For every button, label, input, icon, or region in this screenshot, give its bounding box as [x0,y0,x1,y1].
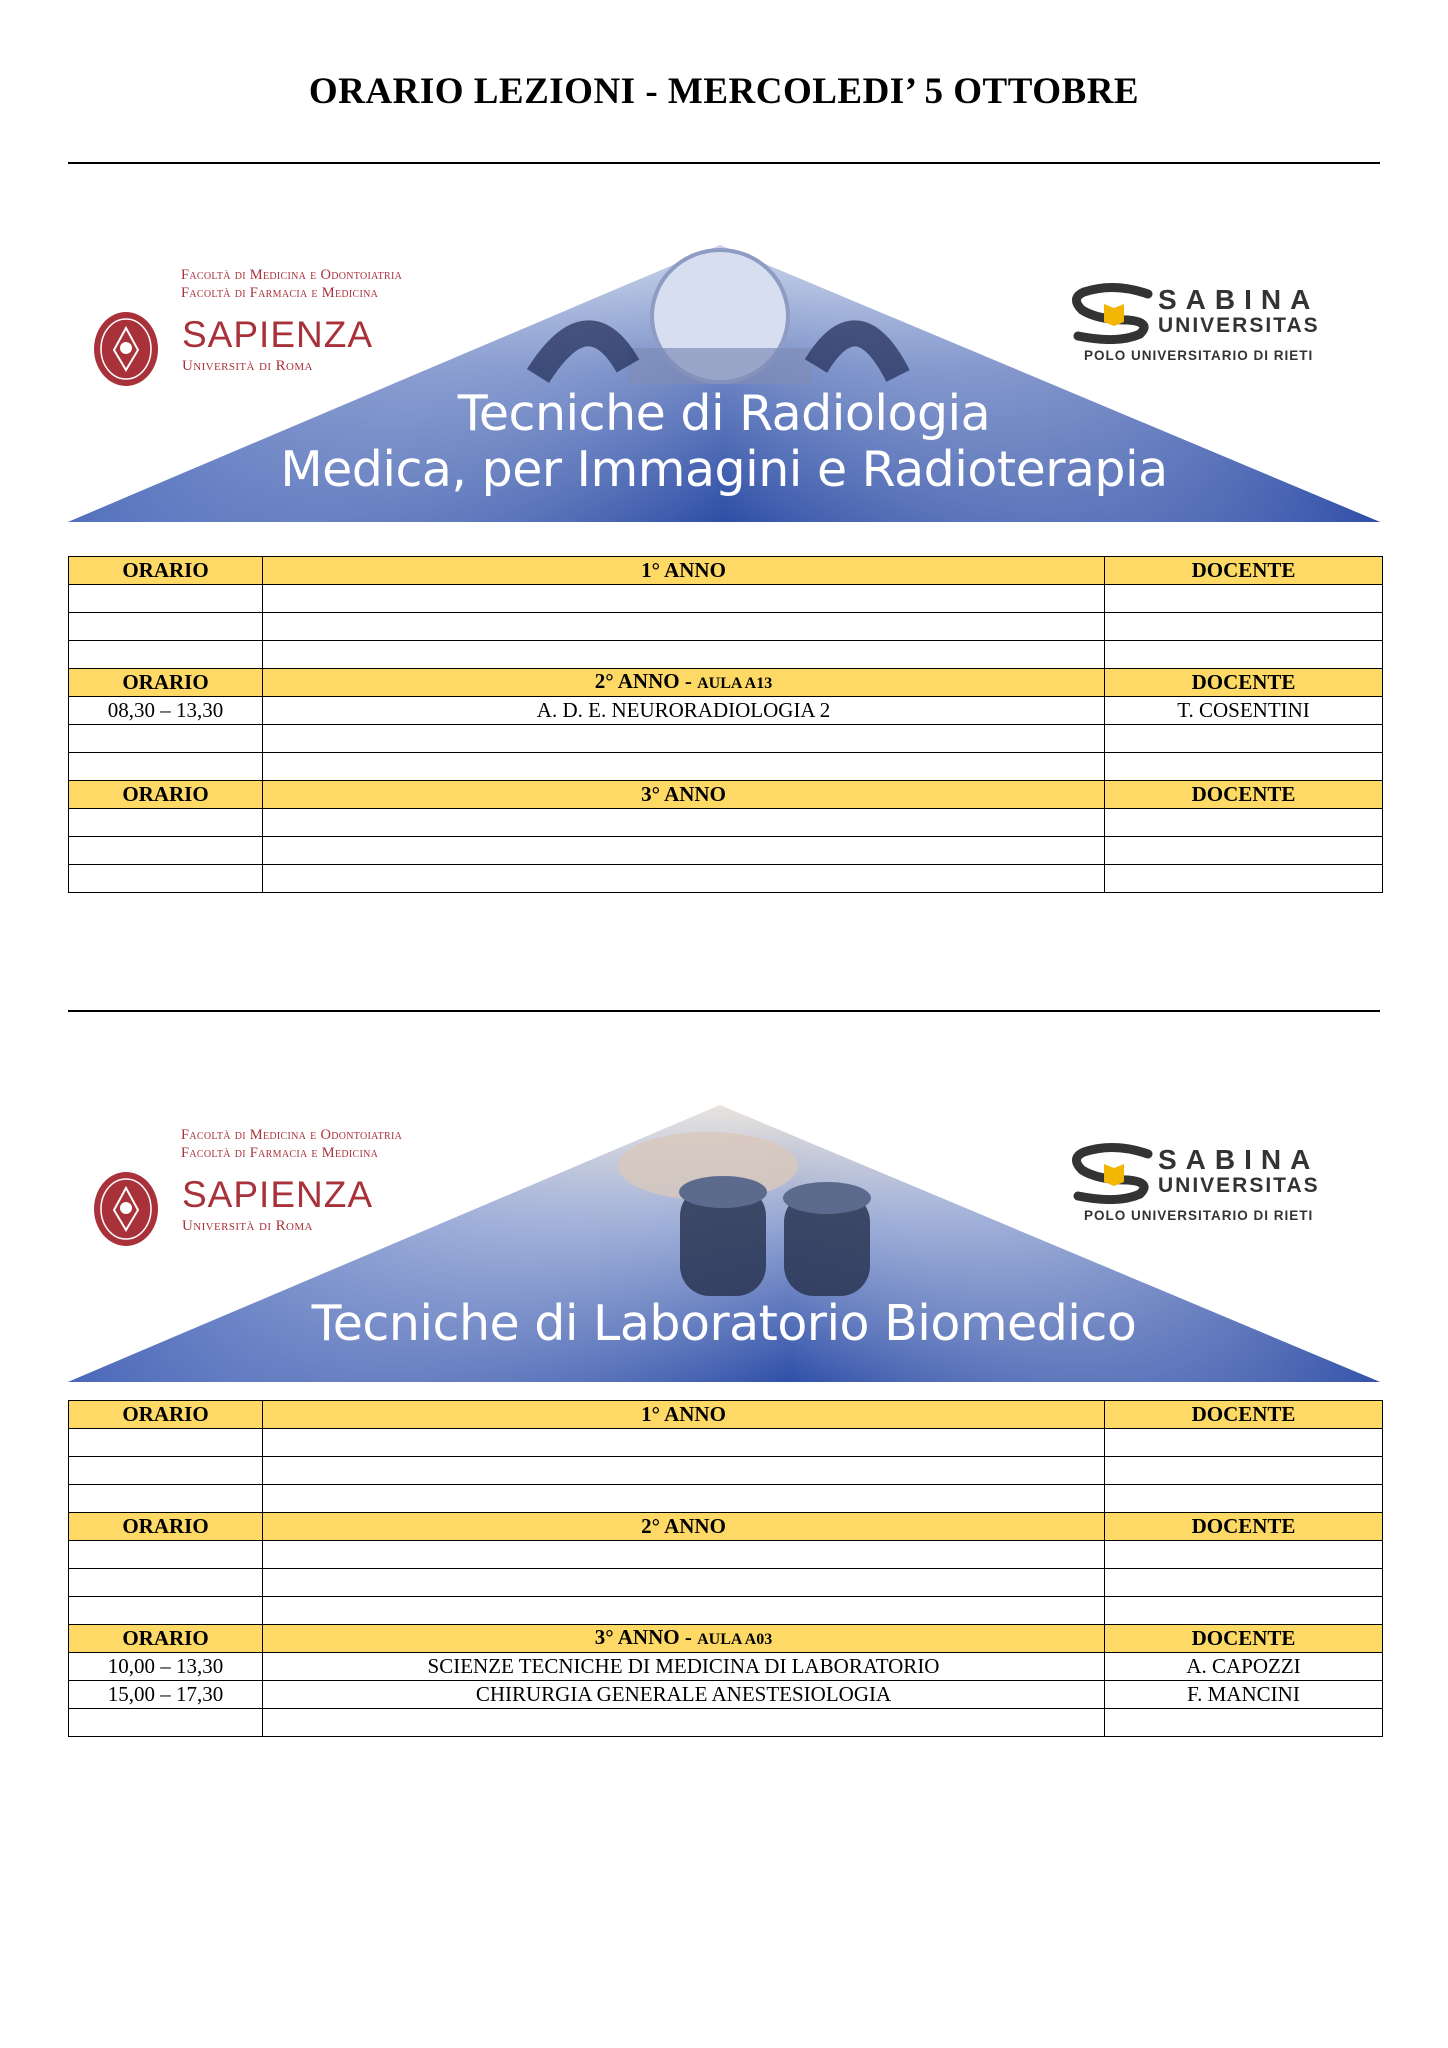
aula-label: AULA A03 [697,1631,773,1648]
table-row [69,1541,1383,1569]
docente-cell [1105,1457,1383,1485]
corso-cell [263,837,1105,865]
docente-cell [1105,1485,1383,1513]
docente-cell [1105,1709,1383,1737]
universitas-logo-text: UNIVERSITAS [1158,1174,1320,1197]
table-header-row [69,669,1383,697]
sabina-logo-icon [1068,1142,1160,1204]
corso-cell [263,585,1105,613]
table-row [69,1653,1383,1681]
sapienza-seal-icon [92,1170,160,1248]
faculty-names [181,266,402,302]
table-header-row [69,557,1383,585]
table-row [69,725,1383,753]
orario-cell [69,1429,263,1457]
orario-header: ORARIO [69,1513,263,1541]
orario-cell [69,1541,263,1569]
docente-cell [1105,809,1383,837]
table-row [69,1485,1383,1513]
orario-header: ORARIO [69,781,263,809]
orario-cell [69,725,263,753]
orario-cell [69,809,263,837]
docente-header: DOCENTE [1105,1513,1383,1541]
docente-header: DOCENTE [1105,1401,1383,1429]
table-row [69,1681,1383,1709]
table-row [69,1597,1383,1625]
table-header-row [69,1513,1383,1541]
table-row [69,809,1383,837]
docente-cell: F. MANCINI [1105,1681,1383,1709]
corso-cell [263,1429,1105,1457]
year-header: 2° ANNO - AULA A13 [263,669,1105,697]
course-title-line-1: Tecniche di Radiologia [457,385,991,442]
table-row [69,837,1383,865]
orario-cell: 10,00 – 13,30 [69,1653,263,1681]
corso-cell [263,753,1105,781]
year-header: 2° ANNO [263,1513,1105,1541]
orario-header: ORARIO [69,557,263,585]
table-row [69,1457,1383,1485]
course-banner-laboratorio [68,1096,1380,1386]
orario-cell [69,753,263,781]
corso-cell [263,865,1105,893]
year-header: 1° ANNO [263,557,1105,585]
sapienza-subtitle: Università di Roma [182,358,313,374]
docente-cell [1105,753,1383,781]
corso-cell: A. D. E. NEURORADIOLOGIA 2 [263,697,1105,725]
orario-cell [69,641,263,669]
orario-cell [69,1485,263,1513]
orario-cell [69,1709,263,1737]
sapienza-logo-text: SAPIENZA [182,1174,373,1215]
year-header: 1° ANNO [263,1401,1105,1429]
corso-cell: SCIENZE TECNICHE DI MEDICINA DI LABORATORIO [263,1653,1105,1681]
docente-cell [1105,1429,1383,1457]
aula-label: AULA A13 [697,675,773,692]
table-row [69,1429,1383,1457]
orario-cell [69,837,263,865]
year-header: 3° ANNO [263,781,1105,809]
course-title-line-1: Tecniche di Laboratorio Biomedico [311,1295,1137,1352]
corso-cell [263,1569,1105,1597]
docente-cell [1105,725,1383,753]
faculty-line-1: Facoltà di Medicina e Odontoiatria [181,267,403,283]
polo-rieti-text: POLO UNIVERSITARIO DI RIETI [1084,348,1314,363]
course-title-radiologia [68,386,1380,498]
docente-cell [1105,1541,1383,1569]
orario-cell [69,613,263,641]
docente-cell [1105,865,1383,893]
course-title-line-2: Medica, per Immagini e Radioterapia [280,441,1168,498]
sabina-logo-icon [1068,282,1160,344]
docente-cell [1105,1569,1383,1597]
polo-rieti-text: POLO UNIVERSITARIO DI RIETI [1084,1208,1314,1223]
table-row [69,613,1383,641]
docente-cell: T. COSENTINI [1105,697,1383,725]
docente-header: DOCENTE [1105,781,1383,809]
year-header: 3° ANNO - AULA A03 [263,1625,1105,1653]
orario-header: ORARIO [69,1401,263,1429]
docente-cell [1105,585,1383,613]
corso-cell [263,641,1105,669]
orario-cell [69,1569,263,1597]
course-title-laboratorio [68,1296,1380,1352]
table-row [69,641,1383,669]
docente-cell [1105,1597,1383,1625]
orario-cell [69,1457,263,1485]
orario-header: ORARIO [69,1625,263,1653]
table-header-row [69,781,1383,809]
corso-cell [263,809,1105,837]
docente-cell: A. CAPOZZI [1105,1653,1383,1681]
docente-header: DOCENTE [1105,557,1383,585]
table-row [69,753,1383,781]
table-row [69,697,1383,725]
sapienza-seal-icon [92,310,160,388]
page-title: ORARIO LEZIONI - MERCOLEDI’ 5 OTTOBRE [308,71,1140,112]
table-row [69,1569,1383,1597]
divider [68,1010,1380,1012]
schedule-table-laboratorio [68,1400,1383,1737]
course-banner-radiologia [68,236,1380,526]
corso-cell [263,1485,1105,1513]
orario-header: ORARIO [69,669,263,697]
docente-header: DOCENTE [1105,669,1383,697]
docente-header: DOCENTE [1105,1625,1383,1653]
sapienza-subtitle: Università di Roma [182,1218,313,1234]
corso-cell [263,1457,1105,1485]
table-header-row [69,1401,1383,1429]
sabina-logo-text: SABINA [1158,1144,1320,1175]
corso-cell [263,1541,1105,1569]
corso-cell [263,1709,1105,1737]
orario-cell: 08,30 – 13,30 [69,697,263,725]
sabina-logo-text: SABINA [1158,284,1320,315]
docente-cell [1105,837,1383,865]
corso-cell: CHIRURGIA GENERALE ANESTESIOLOGIA [263,1681,1105,1709]
faculty-line-2: Facoltà di Farmacia e Medicina [181,285,379,301]
faculty-line-1: Facoltà di Medicina e Odontoiatria [181,1127,403,1143]
docente-cell [1105,641,1383,669]
orario-cell [69,1597,263,1625]
divider [68,162,1380,164]
sapienza-logo-text: SAPIENZA [182,314,373,355]
corso-cell [263,1597,1105,1625]
schedule-table-radiologia [68,556,1383,893]
corso-cell [263,725,1105,753]
table-row [69,865,1383,893]
table-row [69,1709,1383,1737]
orario-cell [69,585,263,613]
corso-cell [263,613,1105,641]
faculty-line-2: Facoltà di Farmacia e Medicina [181,1145,379,1161]
universitas-logo-text: UNIVERSITAS [1158,314,1320,337]
docente-cell [1105,613,1383,641]
faculty-names [181,1126,402,1162]
table-row [69,585,1383,613]
orario-cell: 15,00 – 17,30 [69,1681,263,1709]
orario-cell [69,865,263,893]
table-header-row [69,1625,1383,1653]
